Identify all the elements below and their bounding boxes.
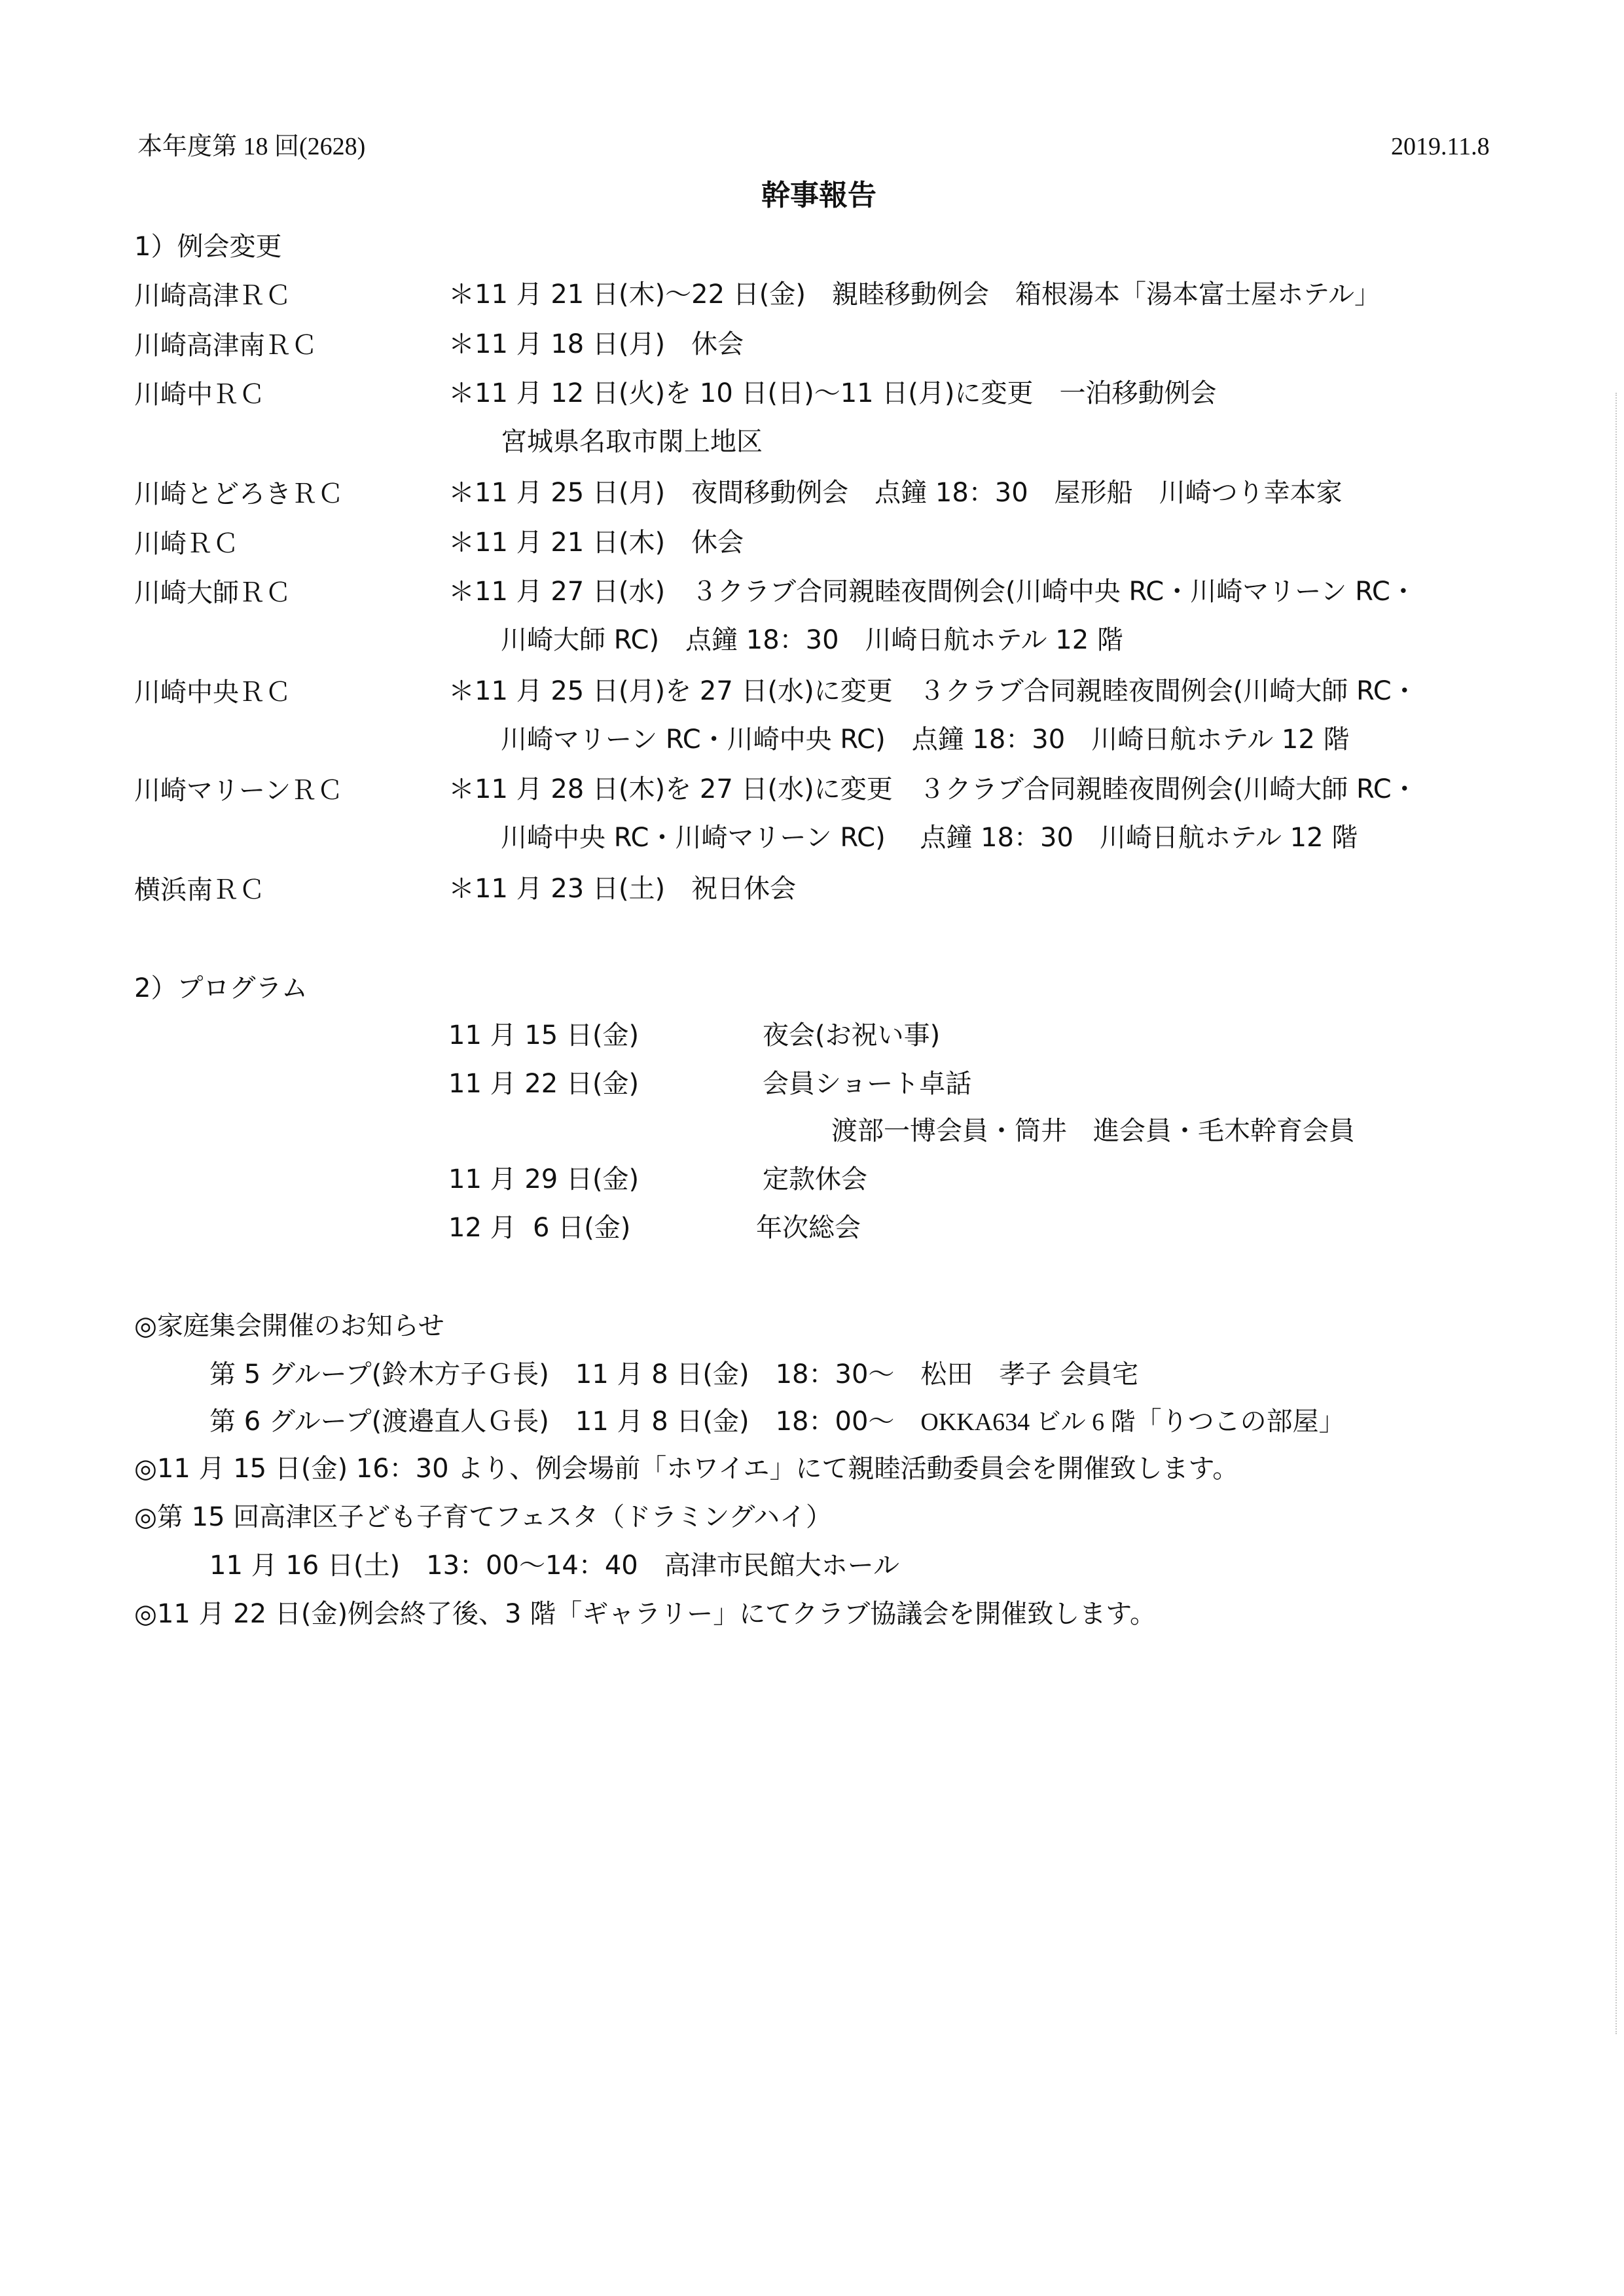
meeting-detail: ＊11 月 23 日(土) 祝日休会 [448, 874, 797, 904]
program-date: 11 月 29 日(金) [448, 1164, 640, 1194]
meeting-detail: ＊11 月 21 日(木) 休会 [448, 528, 744, 558]
notice-group-6-venue: OKKA634 ビル 6 階 [920, 1408, 1136, 1436]
notice-festa-detail: 11 月 16 日(土) 13：00～14：40 高津市民館大ホール [209, 1551, 899, 1581]
notice-group-6-text: 第 6 グループ(渡邉直人Ｇ長) 11 月 8 日(金) 18：00～ [209, 1407, 921, 1437]
meeting-detail: ＊11 月 25 日(月)を 27 日(水)に変更 ３クラブ合同親睦夜間例会(川崎大師 RC・ [448, 676, 1418, 706]
meeting-detail-continued: 川崎マリーン RC・川崎中央 RC) 点鐘 18：30 川崎日航ホテル 12 階 [501, 725, 1350, 755]
program-item-speakers: 渡部一博会員・筒井 進会員・毛木幹育会員 [831, 1116, 1355, 1146]
club-name: 川崎中央ＲＣ [134, 677, 291, 708]
meeting-detail: ＊11 月 25 日(月) 夜間移動例会 点鐘 18：30 屋形船 川崎つり幸本家 [448, 478, 1343, 508]
program-date: 12 月 6 日(金) [448, 1213, 631, 1243]
notice-group-6 [209, 1408, 1345, 1435]
meeting-detail-continued: 宮城県名取市閖上地区 [501, 427, 763, 457]
club-name: 川崎高津南ＲＣ [134, 331, 317, 361]
notice-group-6-room: 「りつこの部屋」 [1135, 1407, 1345, 1437]
page-title: 幹事報告 [761, 179, 876, 212]
notice-group-5: 第 5 グループ(鈴木方子Ｇ長) 11 月 8 日(金) 18：30～ 松田 孝子 会員宅 [209, 1359, 1139, 1390]
program-item: 会員ショート卓話 [763, 1069, 972, 1099]
scan-artifact-line [1615, 393, 1617, 2034]
issue-number: 本年度第 18 回(2628) [137, 133, 366, 160]
meeting-detail-continued: 川崎大師 RC) 点鐘 18：30 川崎日航ホテル 12 階 [501, 625, 1123, 655]
club-name: 川崎高津ＲＣ [134, 281, 291, 311]
program-date: 11 月 15 日(金) [448, 1020, 640, 1050]
notice-festa: ◎第 15 回高津区子ども子育てフェスタ（ドラミングハイ） [134, 1502, 833, 1532]
club-name: 川崎大師ＲＣ [134, 578, 291, 608]
program-item: 夜会(お祝い事) [763, 1020, 941, 1050]
club-name: 横浜南ＲＣ [134, 875, 265, 905]
club-name: 川崎中ＲＣ [134, 380, 265, 410]
meeting-detail: ＊11 月 21 日(木)～22 日(金) 親睦移動例会 箱根湯本「湯本富士屋ホテル」 [448, 279, 1380, 310]
report-date: 2019.11.8 [1391, 133, 1490, 160]
notice-club-assembly: ◎11 月 22 日(金)例会終了後、3 階「ギャラリー」にてクラブ協議会を開催致します。 [134, 1599, 1157, 1629]
club-name: 川崎とどろきＲＣ [134, 479, 344, 509]
meeting-detail-continued: 川崎中央 RC・川崎マリーン RC) 点鐘 18：30 川崎日航ホテル 12 階 [501, 823, 1358, 853]
notice-committee-meeting: ◎11 月 15 日(金) 16：30 より、例会場前「ホワイエ」にて親睦活動委員会を開催致します。 [134, 1454, 1239, 1484]
meeting-detail: ＊11 月 28 日(木)を 27 日(水)に変更 ３クラブ合同親睦夜間例会(川崎大師 RC・ [448, 774, 1418, 804]
meeting-detail: ＊11 月 12 日(火)を 10 日(日)～11 日(月)に変更 一泊移動例会 [448, 378, 1217, 408]
program-item: 定款休会 [763, 1164, 867, 1194]
notice-family-heading: ◎家庭集会開催のお知らせ [134, 1311, 444, 1341]
club-name: 川崎ＲＣ [134, 529, 239, 559]
meeting-detail: ＊11 月 18 日(月) 休会 [448, 329, 744, 359]
meeting-detail: ＊11 月 27 日(水) ３クラブ合同親睦夜間例会(川崎中央 RC・川崎マリーン RC・ [448, 577, 1416, 607]
section-heading-meeting-changes: 1）例会変更 [134, 232, 282, 262]
program-date: 11 月 22 日(金) [448, 1069, 640, 1099]
section-heading-program: 2）プログラム [134, 973, 308, 1003]
program-item: 年次総会 [756, 1213, 861, 1243]
club-name: 川崎マリーンＲＣ [134, 776, 344, 806]
